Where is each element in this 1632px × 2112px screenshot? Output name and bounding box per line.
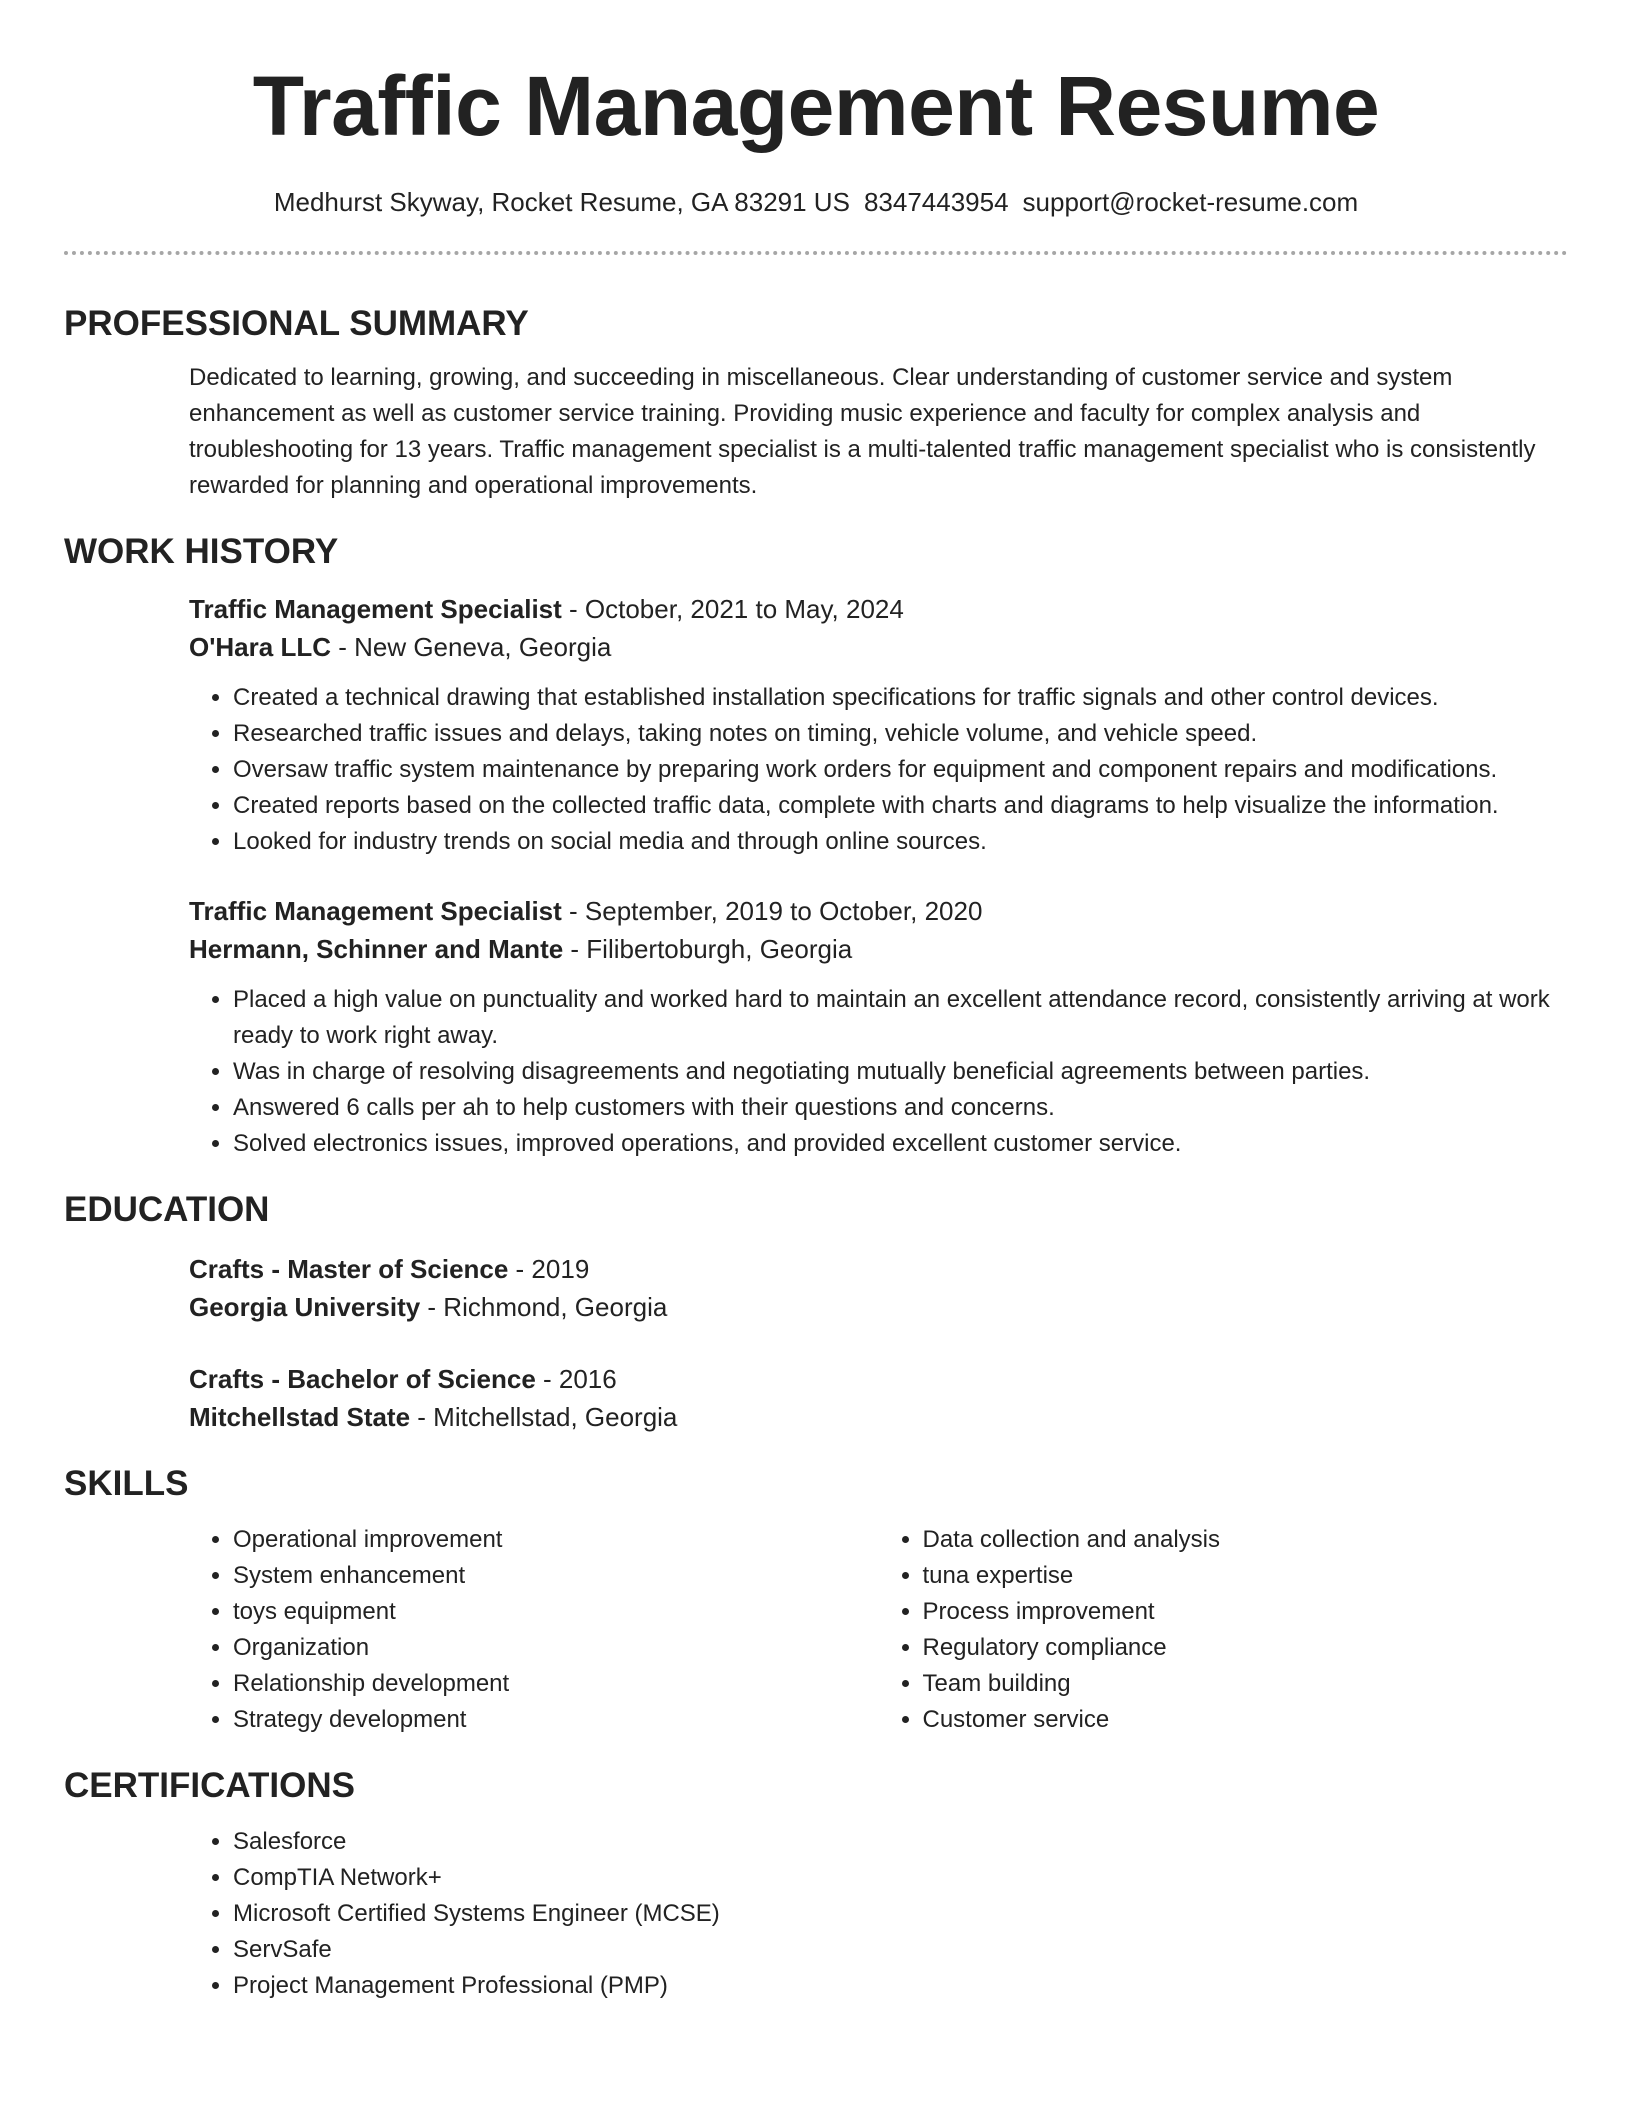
job-company: O'Hara LLC — [189, 632, 331, 662]
list-item: • Placed a high value on punctuality and worked hard to maintain an excellent attendance record, consistently arriving at work ready to work right away. — [233, 982, 1568, 1054]
list-item: • Operational improvement — [233, 1522, 879, 1558]
skills-section — [64, 1462, 1568, 1738]
list-item: • Created reports based on the collected traffic data, complete with charts and diagrams to help visualize the information. — [233, 788, 1568, 824]
skills-list-left — [189, 1522, 879, 1738]
header-divider — [64, 251, 1568, 255]
school: Georgia University — [189, 1292, 421, 1322]
list-item: • System enhancement — [233, 1558, 879, 1594]
job-title: Traffic Management Specialist — [189, 594, 562, 624]
job-dates: - October, 2021 to May, 2024 — [561, 594, 904, 624]
job-title: Traffic Management Specialist — [189, 896, 562, 926]
job-entry — [64, 892, 1568, 1162]
job-dates: - September, 2019 to October, 2020 — [561, 896, 983, 926]
job-company-line — [189, 930, 1568, 968]
education-entry — [64, 1250, 1568, 1326]
list-item: • Process improvement — [923, 1594, 1569, 1630]
job-bullets — [189, 982, 1568, 1162]
skills-heading: SKILLS — [64, 1464, 189, 1503]
list-item: • tuna expertise — [923, 1558, 1569, 1594]
list-item: • Relationship development — [233, 1666, 879, 1702]
list-item: • Was in charge of resolving disagreements and negotiating mutually beneficial agreements between parties. — [233, 1054, 1568, 1090]
summary-heading: PROFESSIONAL SUMMARY — [64, 304, 529, 343]
list-item: • Salesforce — [233, 1824, 1568, 1860]
skills-columns — [64, 1522, 1568, 1738]
work-history-section — [64, 530, 1568, 1162]
job-company: Hermann, Schinner and Mante — [189, 934, 564, 964]
list-item: • Regulatory compliance — [923, 1630, 1569, 1666]
summary-section — [64, 302, 1568, 504]
list-item: • Team building — [923, 1666, 1569, 1702]
list-item: • Strategy development — [233, 1702, 879, 1738]
list-item: • Answered 6 calls per ah to help customers with their questions and concerns. — [233, 1090, 1568, 1126]
contact-line — [64, 186, 1568, 218]
degree-year: - 2019 — [508, 1254, 590, 1284]
school-line — [189, 1398, 1568, 1436]
summary-text: Dedicated to learning, growing, and succeeding in miscellaneous. Clear understanding of customer service and system enhancement as well as customer service training. Providing music experience and faculty for complex analysis and troubleshooting for 13 years. Traffic management specialist is a multi-talented traffic management specialist who is consistently rewarded for planning and operational improvements. — [189, 364, 1536, 499]
contact-email: support@rocket-resume.com — [1022, 187, 1359, 217]
list-item: • Organization — [233, 1630, 879, 1666]
school-location: - Richmond, Georgia — [420, 1292, 668, 1322]
list-item: • Data collection and analysis — [923, 1522, 1569, 1558]
school-location: - Mitchellstad, Georgia — [410, 1402, 678, 1432]
job-title-line — [189, 892, 1568, 930]
school: Mitchellstad State — [189, 1402, 411, 1432]
certifications-section — [64, 1764, 1568, 2004]
list-item: • Looked for industry trends on social media and through online sources. — [233, 824, 1568, 860]
work-history-heading: WORK HISTORY — [64, 532, 339, 571]
page-title: Traffic Management Resume — [252, 59, 1380, 153]
list-item: • Solved electronics issues, improved operations, and provided excellent customer service. — [233, 1126, 1568, 1162]
degree-line — [189, 1360, 1568, 1398]
degree: Crafts - Master of Science — [189, 1254, 509, 1284]
list-item: • Oversaw traffic system maintenance by preparing work orders for equipment and component repairs and modifications. — [233, 752, 1568, 788]
job-entry — [64, 590, 1568, 860]
list-item: • toys equipment — [233, 1594, 879, 1630]
school-line — [189, 1288, 1568, 1326]
education-heading: EDUCATION — [64, 1190, 270, 1229]
education-section — [64, 1188, 1568, 1436]
degree-line — [189, 1250, 1568, 1288]
list-item: • Customer service — [923, 1702, 1569, 1738]
education-entry — [64, 1360, 1568, 1436]
list-item: • Project Management Professional (PMP) — [233, 1968, 1568, 2004]
list-item: • Created a technical drawing that established installation specifications for traffic signals and other control devices. — [233, 680, 1568, 716]
certifications-list — [189, 1824, 1568, 2004]
list-item: • Researched traffic issues and delays, taking notes on timing, vehicle volume, and vehicle speed. — [233, 716, 1568, 752]
list-item: • CompTIA Network+ — [233, 1860, 1568, 1896]
degree-year: - 2016 — [535, 1364, 617, 1394]
job-title-line — [189, 590, 1568, 628]
job-location: - Filibertoburgh, Georgia — [563, 934, 853, 964]
skills-list-right — [879, 1522, 1569, 1738]
job-company-line — [189, 628, 1568, 666]
certifications-heading: CERTIFICATIONS — [64, 1766, 356, 1805]
job-bullets — [189, 680, 1568, 860]
degree: Crafts - Bachelor of Science — [189, 1364, 536, 1394]
contact-phone: 8347443954 — [863, 187, 1009, 217]
contact-address: Medhurst Skyway, Rocket Resume, GA 83291 US — [273, 187, 850, 217]
job-location: - New Geneva, Georgia — [330, 632, 612, 662]
list-item: • Microsoft Certified Systems Engineer (MCSE) — [233, 1896, 1568, 1932]
list-item: • ServSafe — [233, 1932, 1568, 1968]
